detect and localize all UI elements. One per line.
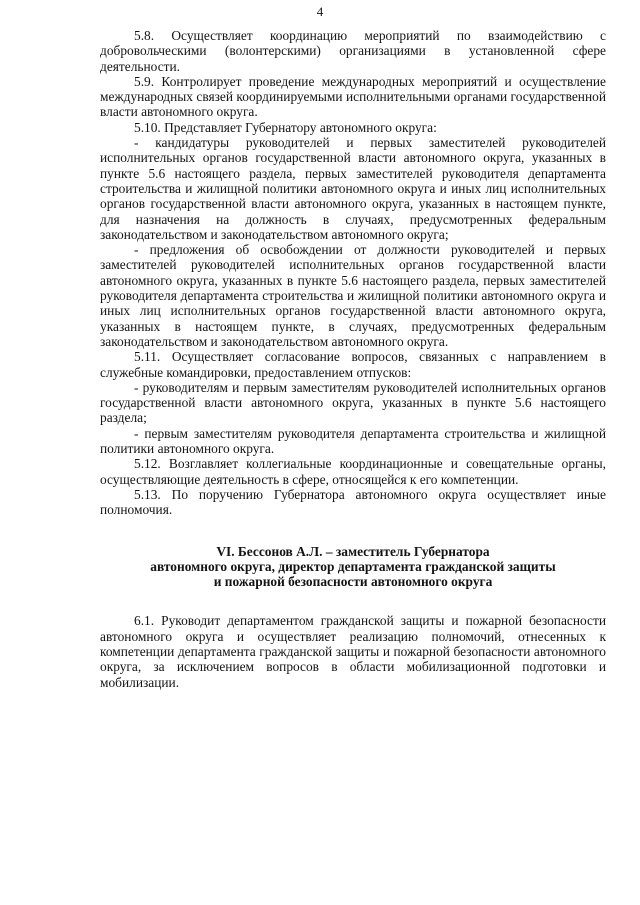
- section-heading-line-2: автономного округа, директор департамента гражданской защиты: [150, 558, 556, 574]
- section-heading-line-3: и пожарной безопасности автономного округа: [213, 574, 493, 590]
- paragraph-5-13: 5.13. По поручению Губернатора автономного округа осуществляет иные полномочия.: [100, 486, 606, 518]
- section-vi-heading: [100, 544, 606, 590]
- document-body: [100, 28, 606, 690]
- paragraph-5-10-item-2: - предложения об освобождении от должности руководителей и первых заместителей руководителей исполнительных органов государственной власти автономного округа, указанных в пункте 5.6 настоящего раздела, первых заместителей руководителя департамента строительства и жилищной политики автономного округа и иных лиц исполнительных органов государственной власти автономного округа, указанных в настоящем пункте, в случаях, предусмотренных федеральным законодательством и законодательством автономного округа.: [100, 242, 606, 349]
- paragraph-5-11-item-2: - первым заместителям руководителя департамента строительства и жилищной политики автономного округа.: [100, 425, 606, 457]
- page-number: 4: [316, 4, 324, 19]
- paragraph-5-10-item-1: - кандидатуры руководителей и первых заместителей руководителей исполнительных органов государственной власти автономного округа, указанных в пункте 5.6 настоящего раздела, первых заместителей руководителя департамента строительства и жилищной политики автономного округа и иных лиц исполнительных органов государственной власти автономного округа, указанных в настоящем пункте, для назначения на должность в случаях, предусмотренных федеральным законодательством и законодательством автономного округа;: [100, 135, 606, 242]
- paragraph-5-10: 5.10. Представляет Губернатору автономного округа:: [134, 119, 437, 135]
- paragraph-5-9: 5.9. Контролирует проведение международных мероприятий и осуществление международных связей координируемыми исполнительными органами государственной власти автономного округа.: [100, 73, 606, 120]
- paragraph-5-12: 5.12. Возглавляет коллегиальные координационные и совещательные органы, осуществляющие деятельность в сфере, относящейся к его компетенции.: [100, 456, 606, 487]
- paragraph-6-1: 6.1. Руководит департаментом гражданской защиты и пожарной безопасности автономного округа и осуществляет реализацию полномочий, отнесенных к компетенции департамента гражданской защиты и пожарной безопасности автономного округа, за исключением вопросов в области мобилизационной подготовки и мобилизации.: [100, 613, 606, 690]
- paragraph-5-8: 5.8. Осуществляет координацию мероприятий по взаимодействию с добровольческими (волонтерскими) организациями в установленной сфере деятельности.: [100, 28, 606, 74]
- paragraph-5-11: 5.11. Осуществляет согласование вопросов, связанных с направлением в служебные командировки, предоставлением отпусков:: [100, 349, 606, 380]
- section-heading-line-1: VI. Бессонов А.Л. – заместитель Губернатора: [216, 543, 490, 559]
- paragraph-5-11-item-1: - руководителям и первым заместителям руководителей исполнительных органов государственной власти автономного округа, указанных в пункте 5.6 настоящего раздела;: [100, 379, 606, 426]
